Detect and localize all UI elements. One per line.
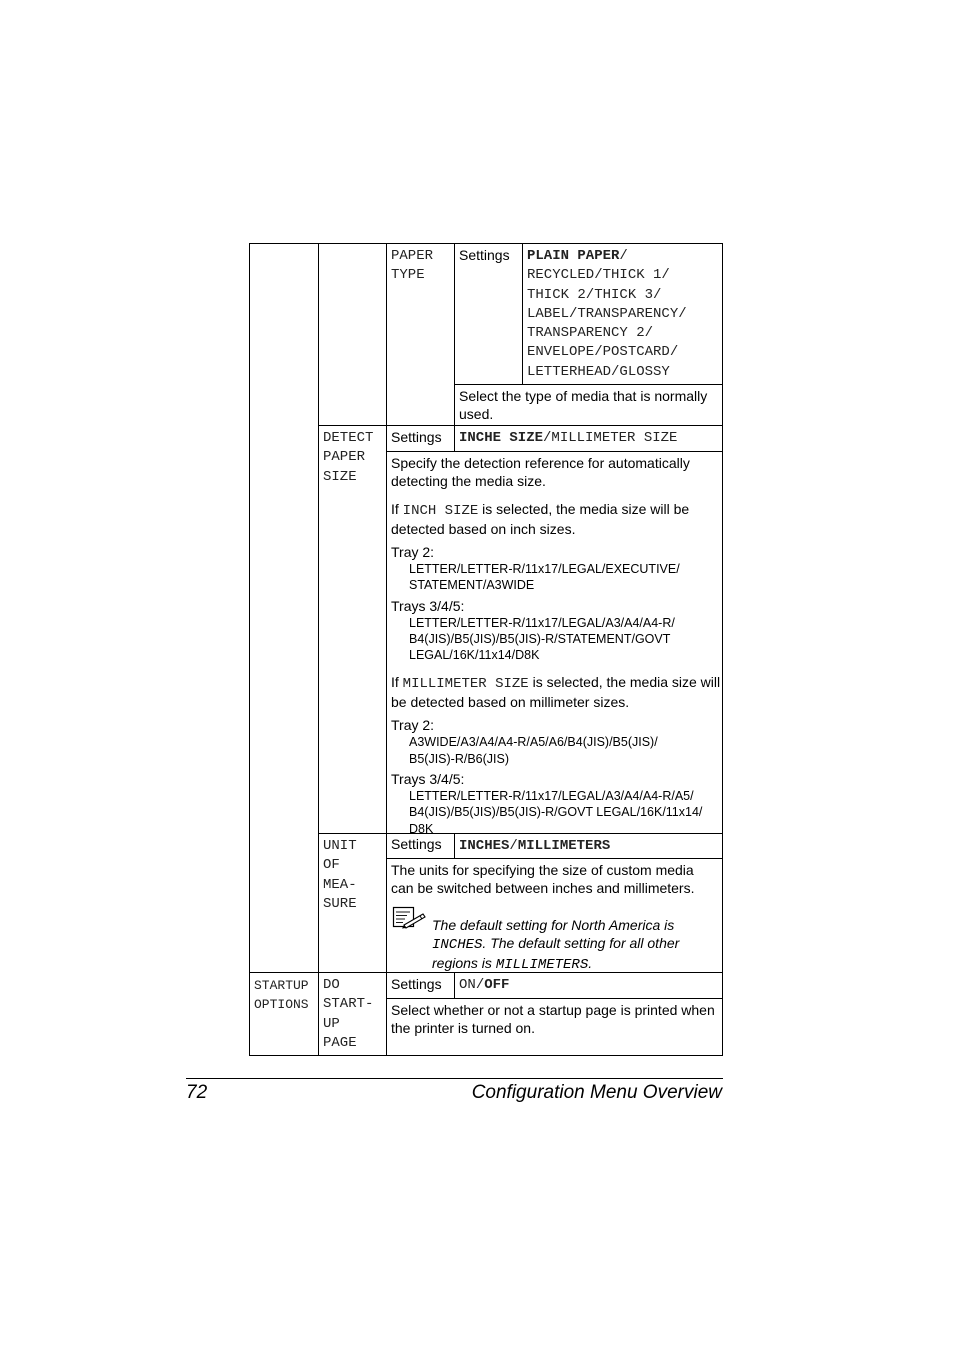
detect-mm-paragraph: If MILLIMETER SIZE is selected, the media size will be detected based on millimeter sizes. xyxy=(391,674,721,711)
unit-default-inches: INCHES xyxy=(459,838,510,854)
paper-type-settings-cell xyxy=(454,243,523,385)
unit-default-mm: MILLIMETERS xyxy=(517,838,611,854)
unit-description: The units for specifying the size of custom media can be switched between inches and millimeters. xyxy=(391,862,695,896)
detect-desc-1: Specify the detection reference for automatically detecting the media size. xyxy=(391,455,690,489)
detect-options: INCHE SIZE/MILLIMETER SIZE xyxy=(459,430,678,446)
footer-rule xyxy=(186,1078,723,1079)
paper-type-options: PLAIN PAPER/ RECYCLED/THICK 1/ THICK 2/THICK 3/ LABEL/TRANSPARENCY/ TRANSPARENCY 2/ ENVELOPE/POSTCARD/ LETTERHEAD/GLOSSY xyxy=(527,248,687,380)
unit-settings-label: Settings xyxy=(391,836,442,852)
mm-tray2-sizes: A3WIDE/A3/A4/A4-R/A5/A6/B4(JIS)/B5(JIS)/ B5(JIS)-R/B6(JIS) xyxy=(409,735,658,766)
startup-options: ON/OFF xyxy=(459,977,510,993)
paper-type-description: Select the type of media that is normally used. xyxy=(459,388,708,422)
detect-paper-size-menu-label: DETECT PAPER SIZE xyxy=(323,430,374,485)
detect-inch-paragraph: If INCH SIZE is selected, the media size will be detected based on inch sizes. xyxy=(391,501,690,537)
do-startup-page-menu-label: DO START- UP PAGE xyxy=(323,977,374,1051)
unit-note: The default setting for North America is INCHES. The default setting for all other regions is MILLIMETERS. xyxy=(432,917,680,973)
detect-description-block xyxy=(391,454,721,837)
unit-options: INCHES/MILLIMETERS xyxy=(459,838,611,854)
paper-type-settings-label: Settings xyxy=(459,247,510,263)
paper-type-menu-label: PAPER TYPE xyxy=(391,248,434,284)
detect-settings-label: Settings xyxy=(391,429,442,445)
mm-tray2-label: Tray 2: xyxy=(391,717,435,734)
paper-type-default: PLAIN PAPER xyxy=(527,248,620,264)
col2-block-paper-type xyxy=(318,243,387,426)
inch-tray2-sizes: LETTER/LETTER-R/11x17/LEGAL/EXECUTIVE/ STATEMENT/A3WIDE xyxy=(409,562,680,593)
mm-trays345-label: Trays 3/4/5: xyxy=(391,771,465,788)
inch-tray2-label: Tray 2: xyxy=(391,544,435,560)
inch-trays345-label: Trays 3/4/5: xyxy=(391,597,465,614)
note-pencil-icon xyxy=(392,906,426,930)
startup-settings-label: Settings xyxy=(391,976,442,992)
startup-description: Select whether or not a startup page is printed when the printer is turned on. xyxy=(391,1002,715,1036)
startup-options-group-label: STARTUP OPTIONS xyxy=(254,978,309,1013)
running-footer-title: Configuration Menu Overview xyxy=(471,1082,722,1103)
unit-of-measure-menu-label: UNIT OF MEA- SURE xyxy=(323,838,357,912)
inch-trays345-sizes: LETTER/LETTER-R/11x17/LEGAL/A3/A4/A4-R/ B4(JIS)/B5(JIS)/B5(JIS)-R/STATEMENT/GOVT LEGAL/16K/11x14/D8K xyxy=(409,615,675,663)
mm-trays345-sizes: LETTER/LETTER-R/11x17/LEGAL/A3/A4/A4-R/A5/ B4(JIS)/B5(JIS)/B5(JIS)-R/GOVT LEGAL/16K/11x14/ D8K xyxy=(409,789,703,836)
startup-default-off: OFF xyxy=(484,977,510,993)
col1-block-top xyxy=(249,243,319,973)
detect-default: INCHE SIZE xyxy=(459,430,544,446)
page-number: 72 xyxy=(186,1082,208,1103)
